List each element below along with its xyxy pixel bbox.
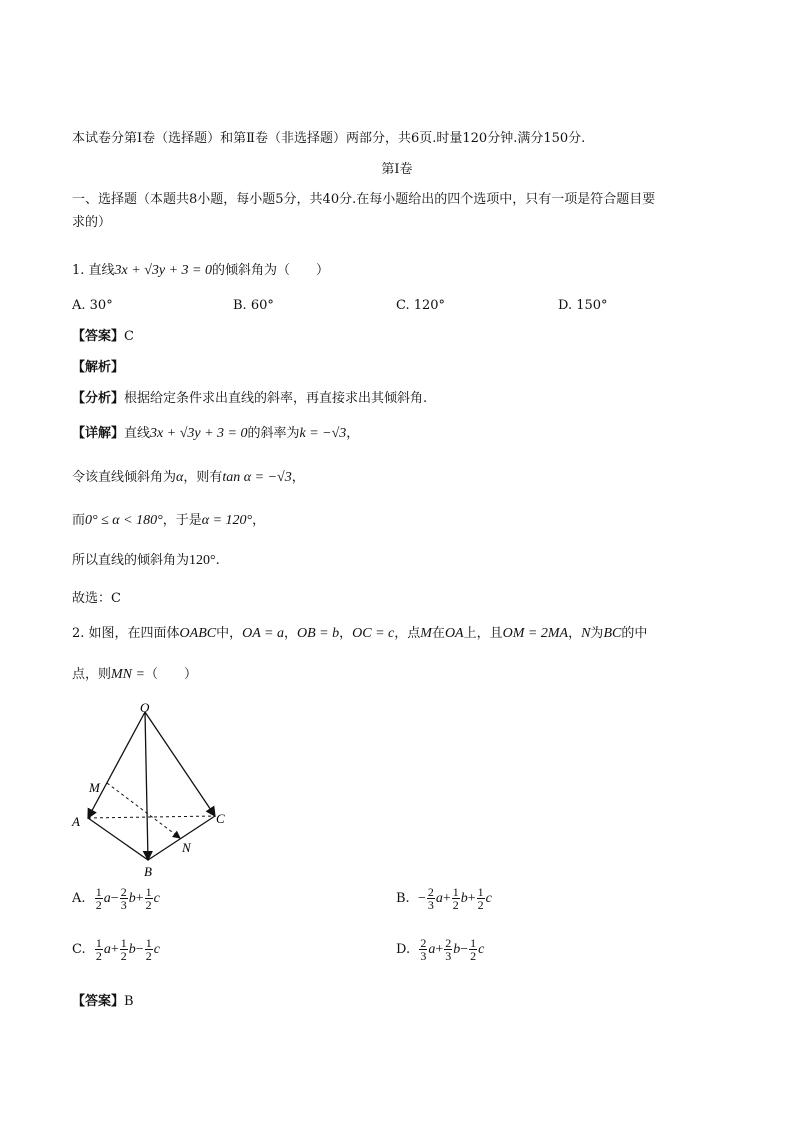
detail-math: k = −√3 <box>299 426 347 441</box>
instructions-line2: 求的） <box>72 215 112 230</box>
question-2-line1: 2. 如图，在四面体OABC中，OA = a，OB = b，OC = c，点M在OA上，且OM = 2MA，N为BC的中 <box>72 626 648 641</box>
option-label: C. <box>72 942 86 957</box>
edge-ob <box>145 712 148 860</box>
q2-text: 中， <box>216 626 243 641</box>
detail-text: 的斜率为 <box>247 426 300 441</box>
q2-text: 上，且 <box>463 626 503 641</box>
q2-option-c: C. $\frac{1}{2}$ a+ $\frac{1}{2}$ b− $\frac{1}{2}$ c <box>72 936 160 963</box>
question-2-line2 <box>72 666 197 684</box>
option-label: D. <box>396 942 411 957</box>
tetrahedron-figure <box>70 698 240 880</box>
detail-text: ，于是 <box>162 513 202 528</box>
q2-text: ，点 <box>394 626 421 641</box>
q1-suffix: 的倾斜角为（ ） <box>212 263 330 278</box>
label-b: B <box>144 864 152 879</box>
detail-text: ， <box>252 513 266 528</box>
fenxi-label: 【分析】 <box>72 391 125 406</box>
q1-detail-line3 <box>72 512 265 530</box>
q1-option-d: D. 150° <box>558 298 608 313</box>
q2-option-a: A. $\frac{1}{2}$ a− $\frac{2}{3}$ b+ $\frac{1}{2}$ c <box>72 885 160 912</box>
detail-math: tan α = −√3 <box>222 470 292 485</box>
answer-label: 【答案】 <box>72 329 125 344</box>
q2-math: OM = 2MA <box>502 626 569 641</box>
fenxi-text: 根据给定条件求出直线的斜率，再直接求出其倾斜角. <box>124 391 428 406</box>
detail-text: 直线 <box>124 426 151 441</box>
q2-option-b: B. − $\frac{2}{3}$ a+ $\frac{1}{2}$ b+ $\frac{1}{2}$ c <box>396 885 492 912</box>
detail-math: 120° <box>189 553 216 568</box>
detail-text: 所以直线的倾斜角为 <box>72 553 190 568</box>
q2-text: 在 <box>431 626 445 641</box>
detail-text: ， <box>346 426 360 441</box>
edge-oa <box>88 712 145 818</box>
option-label: A. <box>72 891 86 906</box>
q2-math: OABC <box>179 626 217 641</box>
q1-detail-line2 <box>72 469 305 487</box>
detail-text: ， <box>291 470 305 485</box>
detail-math: α <box>176 470 184 485</box>
detail-label: 【详解】 <box>72 426 125 441</box>
edge-oc <box>145 712 215 816</box>
analysis-label: 【解析】 <box>72 360 125 375</box>
q2-text: 为 <box>590 626 604 641</box>
q2-math: OA <box>444 626 464 641</box>
q2-text: 2. 如图，在四面体 <box>72 626 180 641</box>
instructions-line1: 一、选择题（本题共8小题，每小题5分，共40分.在每小题给出的四个选项中，只有一项是符合题目要 <box>72 192 656 207</box>
q2-option-d: D. $\frac{2}{3}$ a+ $\frac{2}{3}$ b− $\frac{1}{2}$ c <box>396 936 485 963</box>
q1-detail-line4 <box>72 552 220 570</box>
q2-text: （ ） <box>144 667 197 682</box>
answer-value: B <box>124 994 134 1009</box>
question-1 <box>72 262 329 280</box>
q1-option-b: B. 60° <box>233 298 274 313</box>
q2-math: M <box>420 626 432 641</box>
detail-text: ，则有 <box>183 470 223 485</box>
q1-prefix: 1. 直线 <box>72 263 115 278</box>
answer-value: C <box>124 329 134 344</box>
q1-option-c: C. 120° <box>396 298 446 313</box>
q1-detail-line1 <box>72 425 359 443</box>
q2-text: ， <box>568 626 582 641</box>
detail-math: α = 120° <box>201 513 253 528</box>
edge-ab <box>88 818 148 860</box>
q2-math: N <box>581 626 591 641</box>
label-o: O <box>140 700 150 715</box>
q1-choose: 故选：C <box>72 591 121 606</box>
q1-equation: 3x + √3y + 3 = 0 <box>114 263 212 278</box>
option-label: B. <box>396 891 410 906</box>
q2-vector-mn: MN = <box>111 667 145 682</box>
q1-fenxi <box>72 390 427 408</box>
section-title: 第Ⅰ卷 <box>381 162 413 177</box>
label-c: C <box>216 811 225 826</box>
q1-answer <box>72 328 134 346</box>
label-n: N <box>182 840 191 855</box>
exam-intro: 本试卷分第Ⅰ卷（选择题）和第Ⅱ卷（非选择题）两部分，共6页.时量120分钟.满分150分. <box>72 131 586 146</box>
detail-math: 3x + √3y + 3 = 0 <box>150 426 248 441</box>
q2-vector-ob: OB = b <box>297 626 340 641</box>
detail-math: 0° ≤ α < 180° <box>85 513 163 528</box>
detail-text: . <box>215 553 220 568</box>
q2-text: 点，则 <box>72 667 112 682</box>
q2-math: BC <box>603 626 622 641</box>
q1-option-a: A. 30° <box>72 298 113 313</box>
q2-text: 的中 <box>621 626 648 641</box>
q2-answer <box>72 993 134 1011</box>
q1-analysis-label <box>72 359 124 377</box>
label-m: M <box>89 780 100 795</box>
vector-mn <box>107 783 180 838</box>
detail-text: 而 <box>72 513 86 528</box>
q2-vector-oa: OA = a <box>242 626 284 641</box>
label-a: A <box>72 814 80 829</box>
answer-label: 【答案】 <box>72 994 125 1009</box>
detail-text: 令该直线倾斜角为 <box>72 470 177 485</box>
q2-vector-oc: OC = c <box>352 626 395 641</box>
